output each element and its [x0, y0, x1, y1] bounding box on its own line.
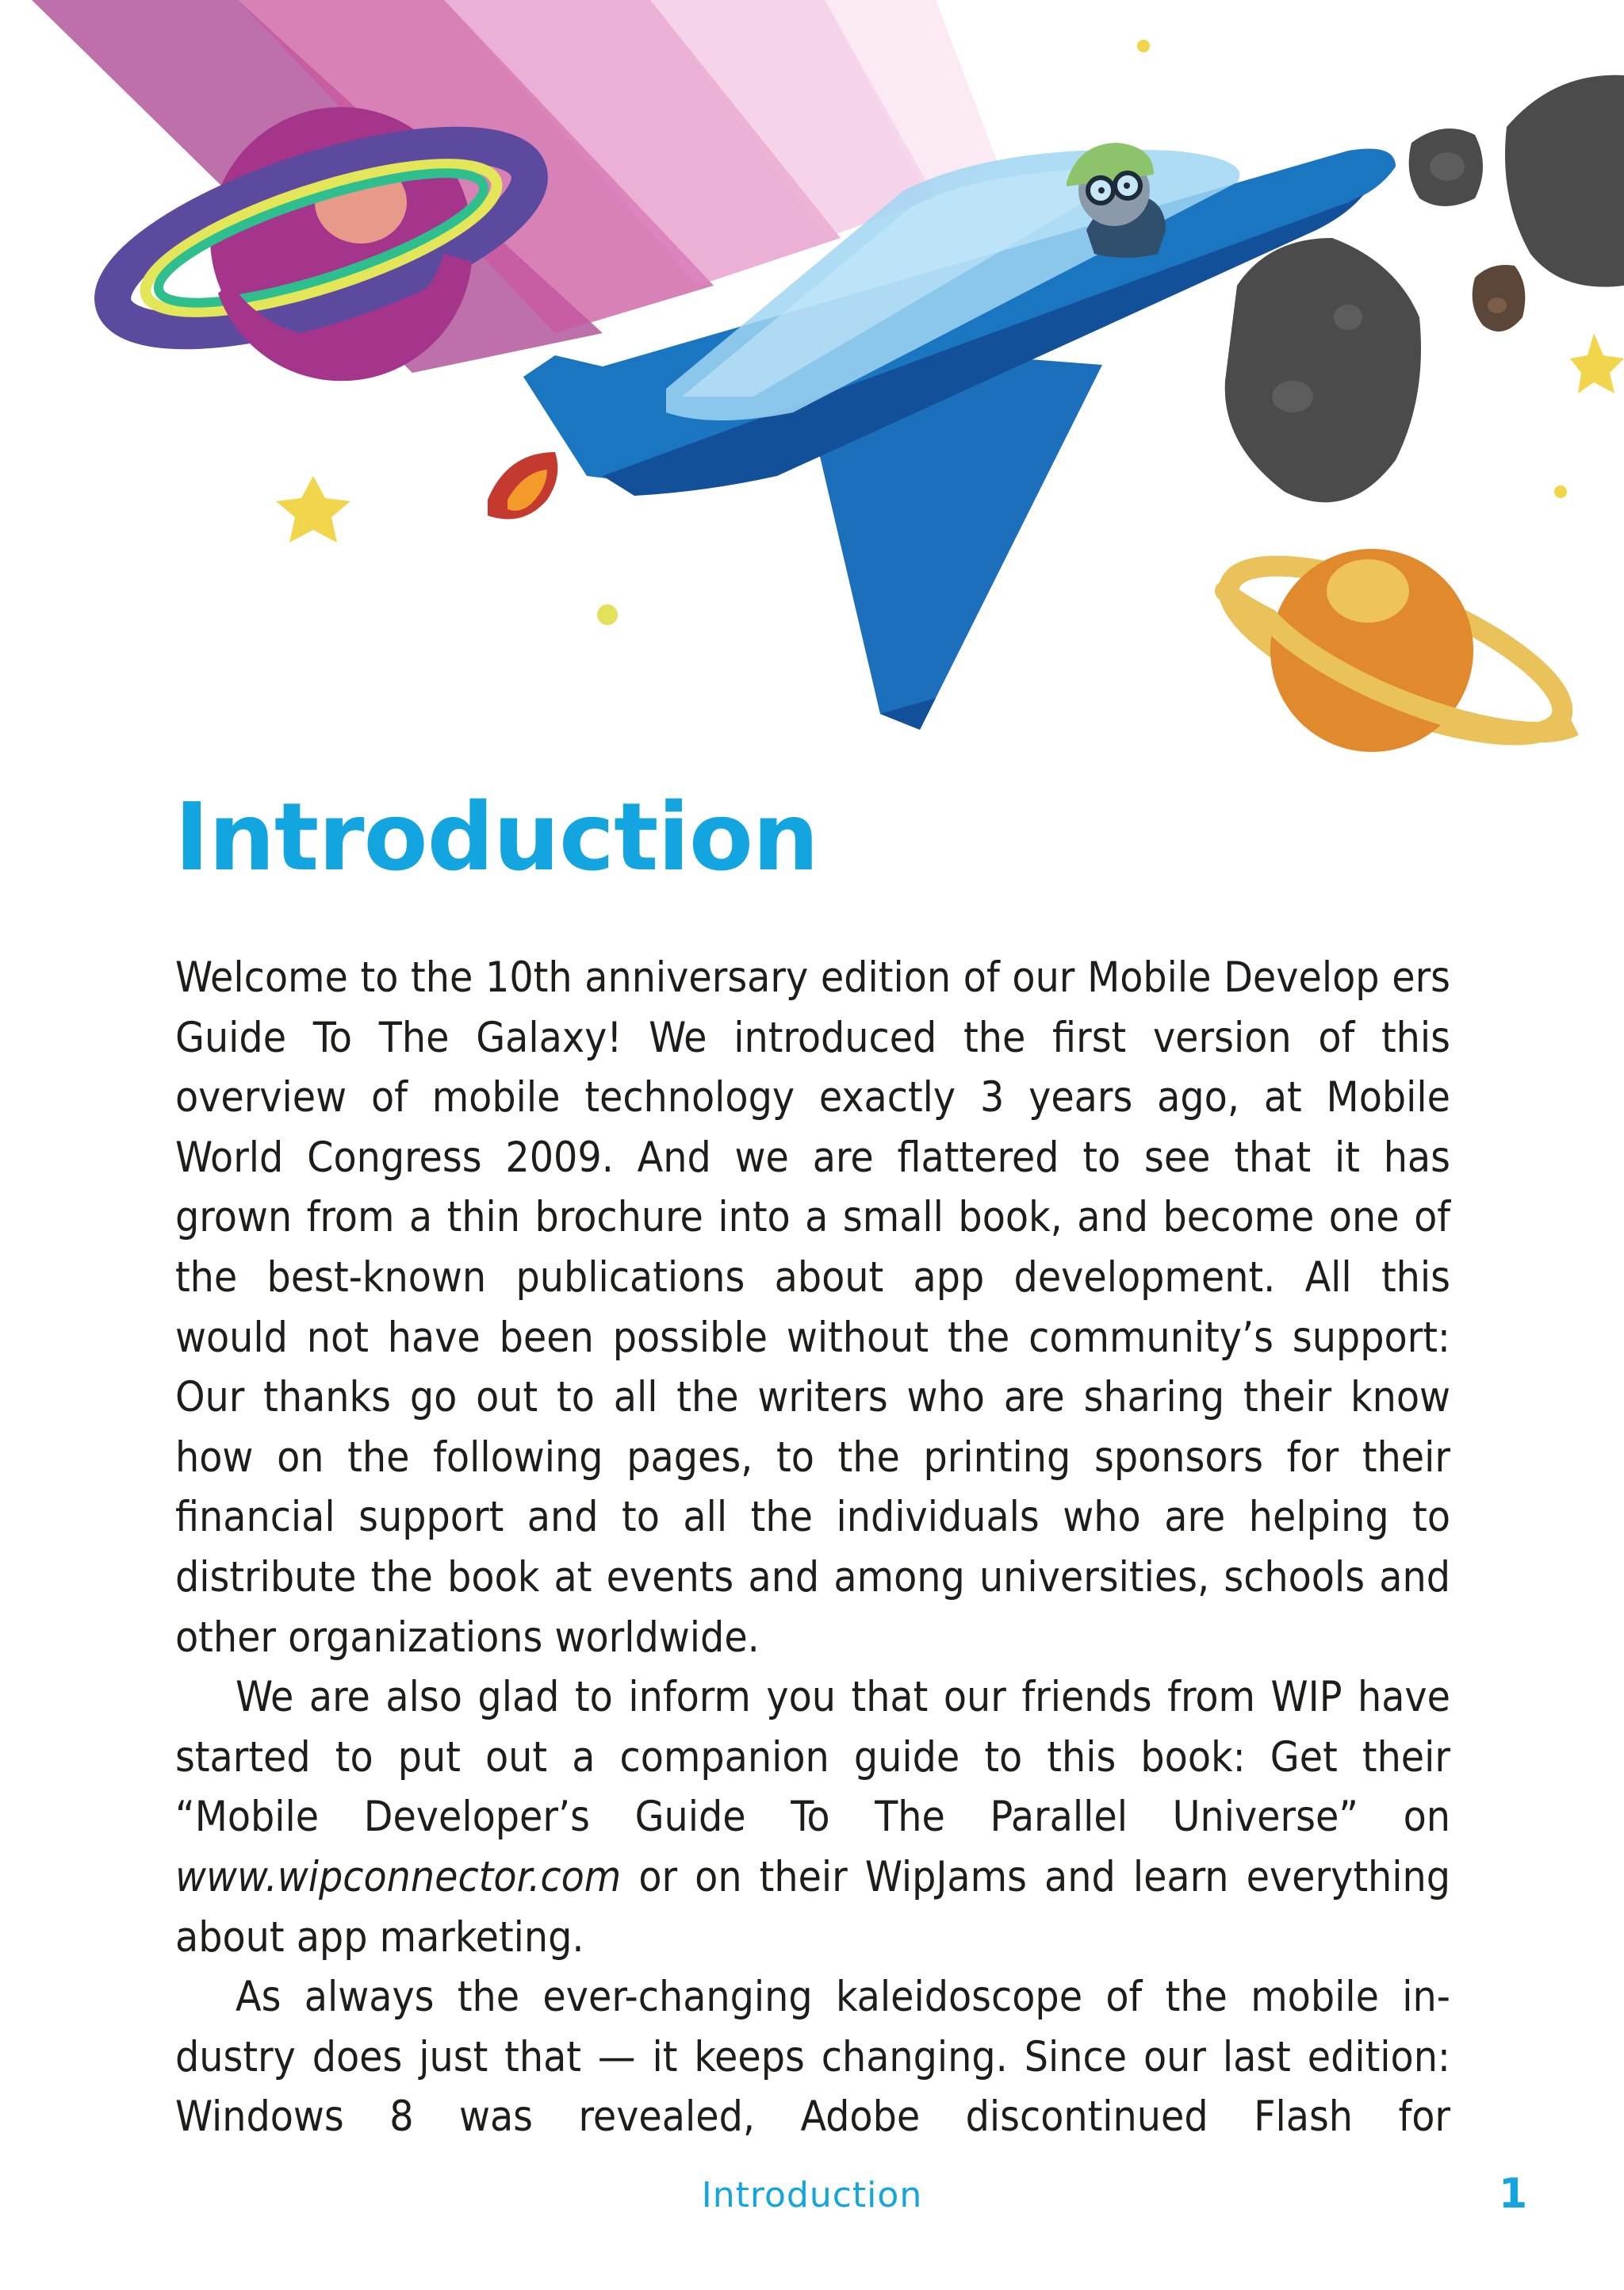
page-heading: Introduction — [174, 782, 818, 892]
paragraph-line: ers Guide To The Galaxy! We introduced the first version of this — [175, 953, 1451, 1062]
page-number: 1 — [1499, 2170, 1528, 2218]
star-dot-icon — [1554, 485, 1567, 498]
paragraph-line: World Congress 2009. And we are flattered to see that it has — [175, 1133, 1450, 1182]
paragraph-line: how on the following pages, to the printing sponsors for their — [175, 1433, 1450, 1482]
paragraph-2 — [175, 1667, 1450, 1967]
wipconnector-link[interactable]: www.wipconnector.com — [175, 1852, 622, 1901]
paragraph-line: grown from a thin brochure into a small book, and become one — [175, 1193, 1415, 1242]
paragraph-line: and other organizations worldwide. — [175, 1552, 1450, 1662]
ringed-planet-orange-icon — [1209, 532, 1582, 761]
paragraph-2-text: We are also glad to inform you that our friends from WIP have started to put out a companion guide to this book: Get their “Mobile Developer’s Guide To The Parallel Universe” on — [175, 1673, 1450, 1842]
paragraph-line: distribute the book at events and among universities, schools — [175, 1552, 1380, 1601]
paragraph-line: would not have been possible without the community’s support: — [175, 1313, 1450, 1362]
paragraph-line: Welcome to the 10th anniversary edition of our Mobile Develop — [175, 953, 1380, 1002]
asteroid-icon — [1225, 75, 1624, 503]
flame-icon — [488, 452, 557, 520]
paragraph-3: As always the ever-changing kaleidoscope of the mobile industry does just that — it keeps changing. Since our last edition: Windows 8 was revealed, Adobe discontinued Flash for — [175, 1973, 1450, 2142]
paragraph-line: of the best-known publications about app development. All this — [175, 1193, 1450, 1302]
paragraph-line: Our thanks go out to all the writers who are sharing their know — [175, 1373, 1450, 1422]
paragraph-line: overview of mobile technology exactly 3 years ago, at Mobile — [175, 1073, 1450, 1122]
paragraph-1 — [175, 948, 1450, 1667]
paragraph-2-text-continued: or on their WipJams and learn everything about app marketing. — [175, 1852, 1450, 1962]
paragraph-line: financial support and to all the individuals who are helping to — [175, 1493, 1450, 1542]
body-text — [175, 948, 1450, 2147]
star-dot-icon — [1137, 40, 1150, 52]
footer-section-label: Introduction — [701, 2175, 923, 2215]
header-illustration — [0, 0, 1624, 761]
star-dot-icon — [597, 604, 618, 625]
